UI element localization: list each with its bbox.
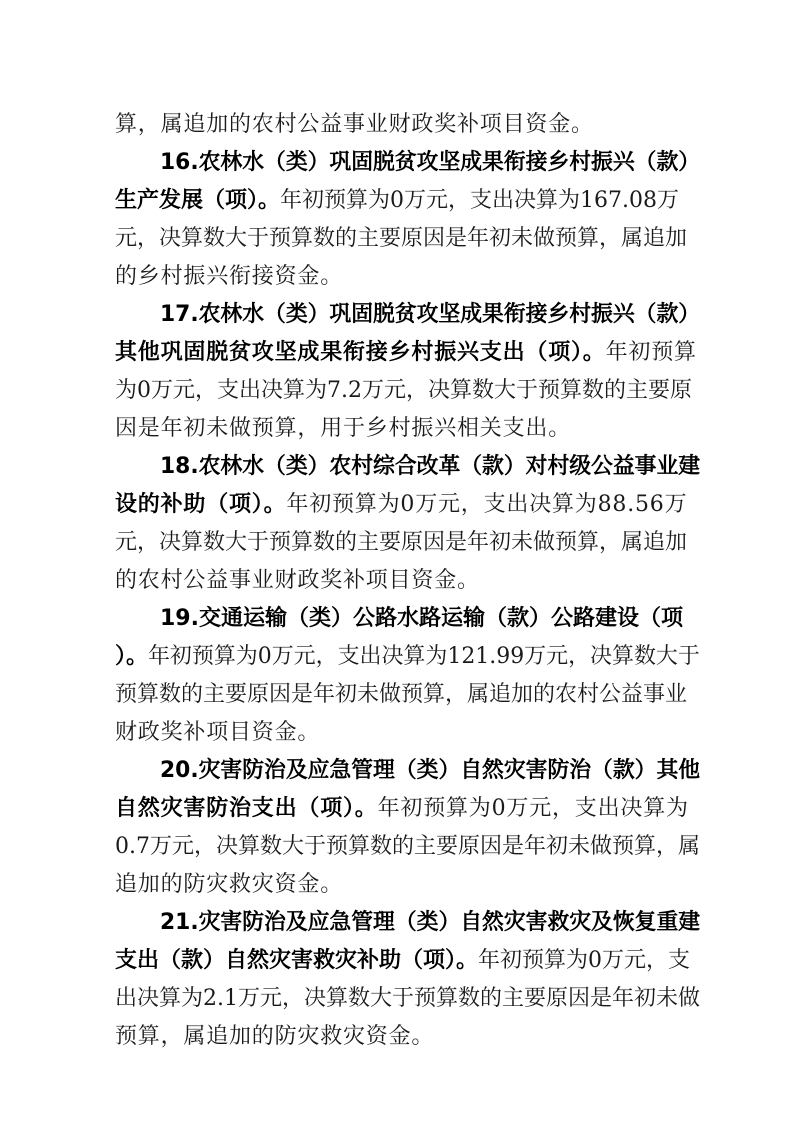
body-text: 年初预算为0万元，支出决算为121.99万元，决算数大于 [147,644,700,669]
item-heading-text: 设的补助（项）。 [115,492,287,517]
text-line [115,870,343,900]
body-text: 元，决算数大于预算数的主要原因是年初未做预算，属追加 [115,226,688,251]
text-line [115,1022,434,1052]
body-text: 为0万元，支出决算为7.2万元，决算数大于预算数的主要原 [115,378,692,403]
text-line [115,528,687,558]
body-text: 年初预算 [605,340,697,365]
body-text: 0.7万元，决算数大于预算数的主要原因是年初未做预算，属 [115,834,700,859]
text-line [115,110,594,140]
item-heading-text: 18.农林水（类）农村综合改革（款）对村级公益事业建 [160,454,701,479]
text-line [115,680,687,710]
body-text: 预算，属追加的防灾救灾资金。 [115,1024,435,1049]
text-line [115,642,700,672]
text-line [115,338,697,368]
body-text: 元，决算数大于预算数的主要原因是年初未做预算，属追加 [115,530,688,555]
item-heading-text: 16.农林水（类）巩固脱贫攻坚成果衔接乡村振兴（款） [160,150,701,175]
body-text: 年初预算为0万元，支出决算为88.56万 [286,492,688,517]
body-text: 因是年初未做预算，用于乡村振兴相关支出。 [115,416,572,441]
text-line [115,946,690,976]
text-line [115,224,687,254]
text-line [115,984,700,1014]
item-21-heading [160,908,700,938]
body-text: 算，属追加的农村公益事业财政奖补项目资金。 [115,112,594,137]
body-text: 预算数的主要原因是年初未做预算，属追加的农村公益事业 [115,682,688,707]
body-text: 年初预算为0万元，支 [478,948,691,973]
text-line [115,414,571,444]
body-text: 的乡村振兴衔接资金。 [115,264,344,289]
item-18-heading [160,452,700,482]
item-heading-text: 其他巩固脱贫攻坚成果衔接乡村振兴支出（项）。 [115,340,606,365]
text-line [115,718,320,748]
body-text: 财政奖补项目资金。 [115,720,321,745]
text-line [115,832,700,862]
body-text: 出决算为2.1万元，决算数大于预算数的主要原因是年初未做 [115,986,700,1011]
text-line [115,490,687,520]
item-heading-text: 17.农林水（类）巩固脱贫攻坚成果衔接乡村振兴（款） [160,302,701,327]
item-heading-text: 生产发展（项）。 [115,188,281,213]
text-line [115,566,480,596]
item-20-heading [160,756,700,786]
item-heading-text: 20.灾害防治及应急管理（类）自然灾害防治（款）其他 [160,758,701,783]
item-19-heading [160,604,683,634]
item-heading-text: ）。 [115,644,148,669]
body-text: 的农村公益事业财政奖补项目资金。 [115,568,480,593]
item-heading-text: 支出（款）自然灾害救灾补助（项）。 [115,948,479,973]
text-line [115,376,692,406]
item-heading-text: 21.灾害防治及应急管理（类）自然灾害救灾及恢复重建 [160,910,701,935]
item-16-heading [160,148,700,178]
text-line [115,794,689,824]
body-text: 年初预算为0万元，支出决算为167.08万 [280,188,679,213]
body-text: 年初预算为0万元，支出决算为 [377,796,689,821]
text-line [115,186,679,216]
item-heading-text: 自然灾害防治支出（项）。 [115,796,378,821]
body-text: 追加的防灾救灾资金。 [115,872,344,897]
item-17-heading [160,300,700,330]
item-heading-text: 19.交通运输（类）公路水路运输（款）公路建设（项 [160,606,683,631]
text-line [115,262,343,292]
